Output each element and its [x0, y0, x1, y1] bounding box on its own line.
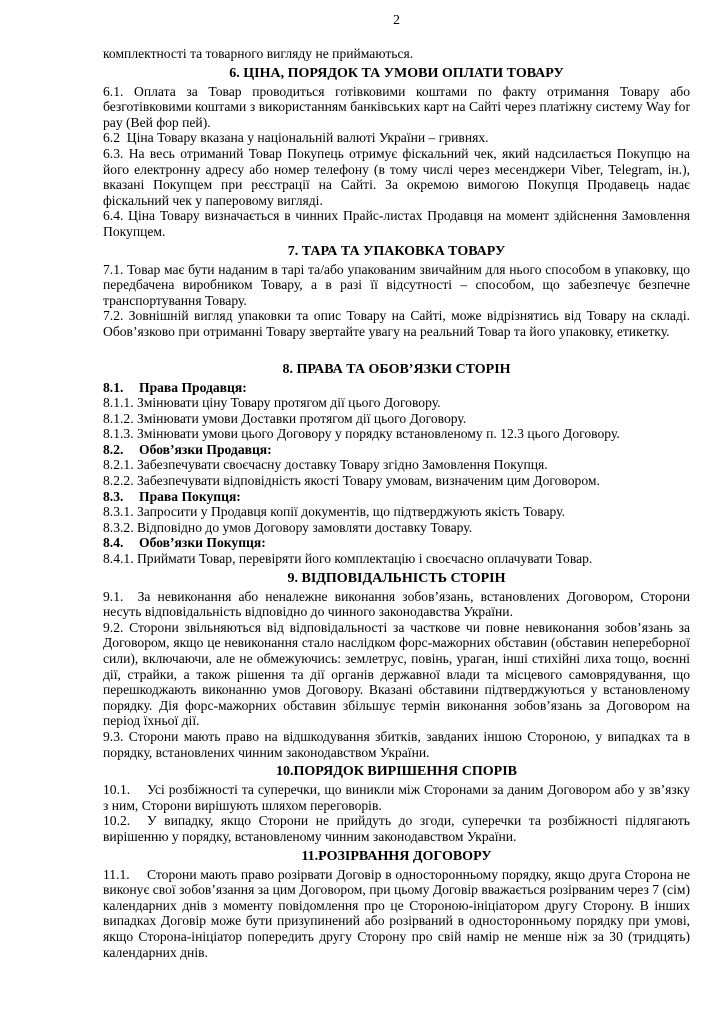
- clause-label: Права Продавця:: [139, 379, 247, 395]
- section-heading: 11.РОЗІРВАННЯ ДОГОВОРУ: [301, 848, 492, 864]
- paragraph: 6.1. Оплата за Товар проводиться готівковими коштами по факту отримання Товару або безготівковими коштами з використанням банківських карт на Сайті через платіжну систему Way for pay (Вей фор пей).: [103, 83, 690, 130]
- paragraph: 9.3. Сторони мають право на відшкодування збитків, завданих іншою Стороною, у випадках та в порядку, встановлених чинним законодавством України.: [103, 728, 690, 760]
- paragraph: 8.2.2. Забезпечувати відповідність якості Товару умовам, визначеним цим Договором.: [103, 473, 600, 489]
- clause-heading: [103, 535, 690, 551]
- clause-number: 10.1.: [103, 782, 131, 798]
- section-heading: 10.ПОРЯДОК ВИРІШЕННЯ СПОРІВ: [276, 764, 517, 780]
- clause-text: У випадку, якщо Сторони не прийдуть до згоди, суперечки та розбіжності підлягають вирішенню у порядку, встановленому чинним законодавством України.: [103, 813, 690, 844]
- paragraph: 8.4.1. Приймати Товар, перевіряти його комплектацію і своєчасно оплачувати Товар.: [103, 551, 593, 567]
- clause-label: Обов’язки Покупця:: [139, 535, 266, 551]
- page-number: 2: [393, 13, 400, 28]
- document-content: [103, 46, 690, 960]
- clause-label: Обов’язки Продавця:: [139, 441, 272, 457]
- paragraph: комплектності та товарного вигляду не приймаються.: [103, 46, 414, 61]
- paragraph: 6.3. На весь отриманий Товар Покупець отримує фіскальний чек, який надсилається Покупцю на його електронну адресу або номер телефону (в тому числі через месенджери Viber, Telegram, ін.), вказані Покупцем при реєстрації на Сайті. За окремою вимогою Покупця Продавець надає фіскальний чек у паперовому вигляді.: [103, 145, 690, 208]
- section-heading: 6. ЦІНА, ПОРЯДОК ТА УМОВИ ОПЛАТИ ТОВАРУ: [229, 65, 564, 81]
- paragraph: 8.1.3. Змінювати умови цього Договору у порядку встановленому п. 12.3 цього Договору.: [103, 426, 620, 442]
- clause-number: 8.3.: [103, 488, 124, 504]
- paragraph: 8.1.2. Змінювати умови Доставки протягом дії цього Договору.: [103, 410, 467, 426]
- clause-number: 8.1.: [103, 379, 124, 395]
- clause-number: 11.1.: [103, 866, 130, 882]
- clause-number: 8.2.: [103, 441, 124, 457]
- paragraph: 9.2. Сторони звільняються від відповідальності за часткове чи повне невиконання зобов’язань за Договором, якщо це невиконання стало наслідком форс-мажорних обставин (обставин непереборної сили), включаючи, але не обмежуючись: землетрус, повінь, ураган, інші стихійні лиха тощо, воєнні дії, страйки, а також рішення та дії органів державної влади та місцевого самоврядування, що перешкоджають виконанню умов Договору. Вказані обставини підтверджуються у встановленому порядку. Дія форс-мажорних обставин збільшує термін виконання зобов’язань за Договором на період їхньої дії.: [103, 619, 690, 729]
- paragraph: 9.1. За невиконання або неналежне виконання зобов’язань, встановлених Договором, Сторони несуть відповідальність відповідно до чинного законодавства України.: [103, 588, 690, 620]
- numbered-paragraph: [103, 813, 690, 844]
- section-heading: 7. ТАРА ТА УПАКОВКА ТОВАРУ: [287, 243, 506, 259]
- paragraph: 8.1.1. Змінювати ціну Товару протягом дії цього Договору.: [103, 395, 441, 411]
- paragraph: 8.2.1. Забезпечувати своєчасну доставку Товару згідно Замовлення Покупця.: [103, 457, 548, 473]
- clause-heading: [103, 442, 690, 458]
- section-heading: 8. ПРАВА ТА ОБОВ’ЯЗКИ СТОРІН: [282, 361, 511, 377]
- clause-number: 8.4.: [103, 535, 124, 551]
- clause-number: 10.2.: [103, 813, 131, 829]
- clause-text: Сторони мають право розірвати Договір в односторонньому порядку, якщо друга Сторона не виконує свої зобов’язання за цим Договором, при цьому Договір вважається розірваним через 7 (сім) календарних днів з моменту повідомлення про це Стороною-ініціатором другу Сторону. В інших випадках Договір може бути призупинений або розірваний в односторонньому порядку при умові, якщо Сторона-ініціатор попередить другу Сторону про свій намір не менше ніж за 30 (тридцять) календарних днів.: [103, 866, 690, 960]
- clause-heading: [103, 380, 690, 396]
- section-heading: 9. ВІДПОВІДАЛЬНІСТЬ СТОРІН: [287, 570, 506, 586]
- paragraph: 6.4. Ціна Товару визначається в чинних Прайс-листах Продавця на момент здійснення Замовлення Покупцем.: [103, 208, 690, 239]
- paragraph: 6.2 Ціна Товару вказана у національній валюті України – гривнях.: [103, 130, 489, 146]
- paragraph: 8.3.2. Відповідно до умов Договору замовляти доставку Товару.: [103, 519, 473, 535]
- paragraph: 8.3.1. Запросити у Продавця копії документів, що підтверджують якість Товару.: [103, 504, 565, 520]
- numbered-paragraph: [103, 867, 690, 961]
- clause-heading: [103, 489, 690, 505]
- paragraph: 7.2. Зовнішній вигляд упаковки та опис Товару на Сайті, може відрізнятись від Товару на складі. Обов’язково при отриманні Товару звертайте увагу на реальний Товар та його упаковку, етикетку.: [103, 308, 690, 339]
- numbered-paragraph: [103, 782, 690, 813]
- clause-text: Усі розбіжності та суперечки, що виникли між Сторонами за даним Договором або у зв’язку з ним, Сторони вирішують шляхом переговорів.: [103, 782, 690, 813]
- clause-label: Права Покупця:: [139, 488, 241, 504]
- paragraph: 7.1. Товар має бути наданим в тарі та/або упакованим звичайним для нього способом в упаковку, що передбачена виробником Товару, а в разі її відсутності – способом, що забезпечує безпечне транспортування Товару.: [103, 261, 690, 308]
